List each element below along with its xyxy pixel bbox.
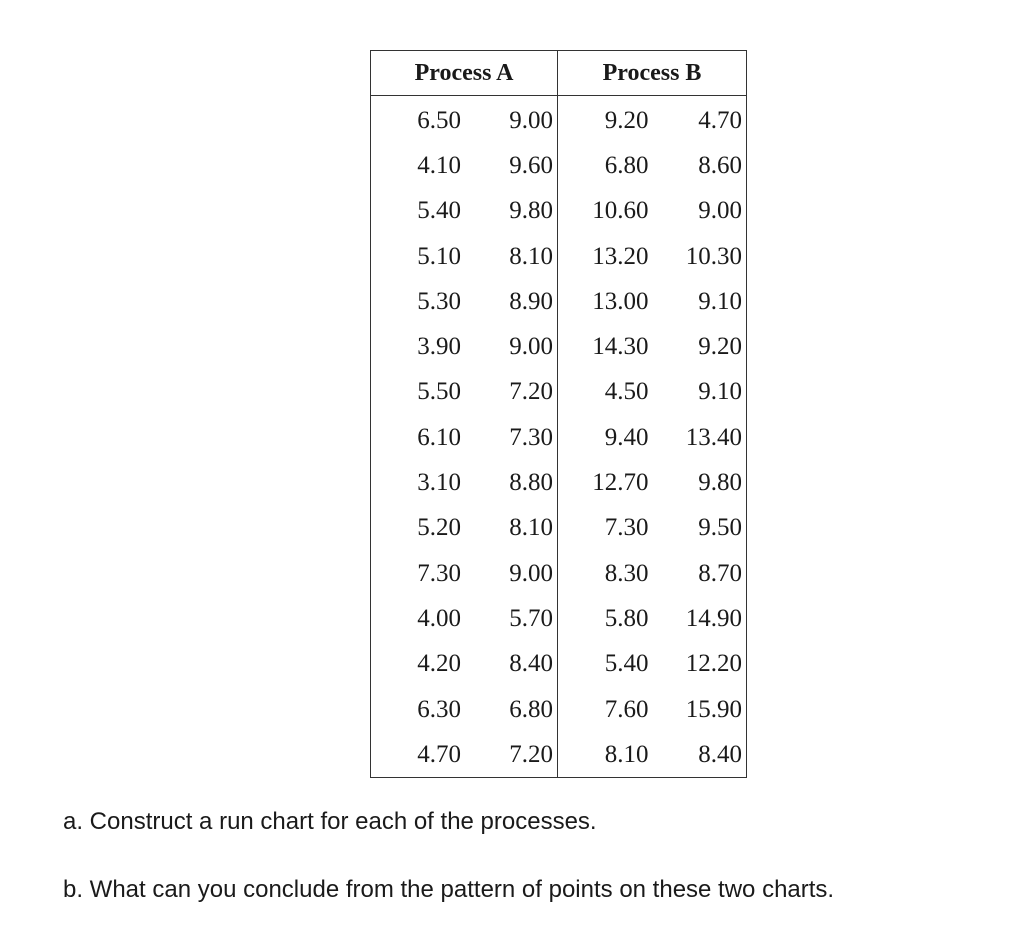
table-row xyxy=(371,551,747,596)
table-cell: 4.70 xyxy=(417,740,462,768)
table-cell: 5.30 xyxy=(417,287,462,315)
table-cell: 13.00 xyxy=(558,279,649,324)
table-cell: 5.80 xyxy=(558,596,649,641)
table-cell: 9.00 xyxy=(509,333,553,361)
table-row xyxy=(371,189,747,234)
table-row xyxy=(371,370,747,415)
header-process-b: Process B xyxy=(558,51,747,96)
table-row xyxy=(371,596,747,641)
table-cell: 6.80 xyxy=(509,695,553,723)
header-process-a: Process A xyxy=(371,51,558,96)
table-row xyxy=(371,324,747,369)
table-cell: 9.20 xyxy=(558,96,649,144)
table-cell: 9.20 xyxy=(698,333,742,361)
table-row xyxy=(371,96,747,144)
table-row xyxy=(371,143,747,188)
table-cell: 7.30 xyxy=(558,506,649,551)
table-cell: 12.70 xyxy=(558,460,649,505)
question-b: b. What can you conclude from the pattern of points on these two charts. xyxy=(63,876,835,903)
table-cell: 13.20 xyxy=(558,234,649,279)
table-cell: 8.60 xyxy=(698,151,742,179)
table-cell: 5.10 xyxy=(417,242,462,270)
table-cell: 6.80 xyxy=(558,143,649,188)
table-cell: 15.90 xyxy=(685,695,742,723)
table-row xyxy=(371,279,747,324)
table-cell: 9.80 xyxy=(698,469,742,497)
table-row xyxy=(371,506,747,551)
table-cell: 5.20 xyxy=(417,514,462,542)
table-cell: 13.40 xyxy=(685,423,742,451)
table-cell: 8.10 xyxy=(558,732,649,778)
table-cell: 9.00 xyxy=(698,197,742,225)
table-cell: 3.90 xyxy=(417,333,462,361)
table-cell: 6.30 xyxy=(417,695,462,723)
table-cell: 8.70 xyxy=(698,559,742,587)
table-cell: 8.80 xyxy=(509,469,553,497)
table-cell: 6.50 xyxy=(417,106,462,134)
table-cell: 14.30 xyxy=(558,324,649,369)
table-cell: 8.90 xyxy=(509,287,553,315)
table-cell: 10.60 xyxy=(558,189,649,234)
table-cell: 4.20 xyxy=(417,650,462,678)
table-cell: 4.00 xyxy=(417,604,462,632)
table-cell: 8.40 xyxy=(698,740,742,768)
table-cell: 9.10 xyxy=(698,378,742,406)
table-cell: 8.10 xyxy=(509,514,553,542)
table-cell: 9.10 xyxy=(698,287,742,315)
process-data-table xyxy=(370,50,747,778)
table-cell: 6.10 xyxy=(417,423,462,451)
table-cell: 8.10 xyxy=(509,242,553,270)
table-cell: 5.40 xyxy=(417,197,462,225)
table-cell: 7.20 xyxy=(509,378,553,406)
table-cell: 3.10 xyxy=(417,469,462,497)
table-cell: 14.90 xyxy=(685,604,742,632)
table-cell: 9.40 xyxy=(558,415,649,460)
table-cell: 4.70 xyxy=(698,106,742,134)
table-cell: 5.40 xyxy=(558,642,649,687)
table-row xyxy=(371,415,747,460)
table-row xyxy=(371,687,747,732)
table-cell: 12.20 xyxy=(685,650,742,678)
table-cell: 9.50 xyxy=(698,514,742,542)
table-cell: 9.60 xyxy=(509,151,553,179)
table-row xyxy=(371,234,747,279)
table-header-row xyxy=(371,51,747,96)
table-cell: 10.30 xyxy=(685,242,742,270)
table-cell: 8.40 xyxy=(509,650,553,678)
table-cell: 7.20 xyxy=(509,740,553,768)
table-cell: 4.50 xyxy=(558,370,649,415)
table-row xyxy=(371,732,747,778)
question-a: a. Construct a run chart for each of the processes. xyxy=(63,808,597,835)
table-cell: 8.30 xyxy=(558,551,649,596)
table-cell: 7.30 xyxy=(509,423,553,451)
table-cell: 7.30 xyxy=(417,559,462,587)
table-cell: 4.10 xyxy=(417,151,462,179)
table-cell: 5.50 xyxy=(417,378,462,406)
table-cell: 5.70 xyxy=(509,604,553,632)
table-row xyxy=(371,642,747,687)
table-cell: 9.80 xyxy=(509,197,553,225)
table-cell: 9.00 xyxy=(509,559,553,587)
table-cell: 9.00 xyxy=(509,106,553,134)
table-row xyxy=(371,460,747,505)
table-body xyxy=(371,96,747,778)
table-cell: 7.60 xyxy=(558,687,649,732)
